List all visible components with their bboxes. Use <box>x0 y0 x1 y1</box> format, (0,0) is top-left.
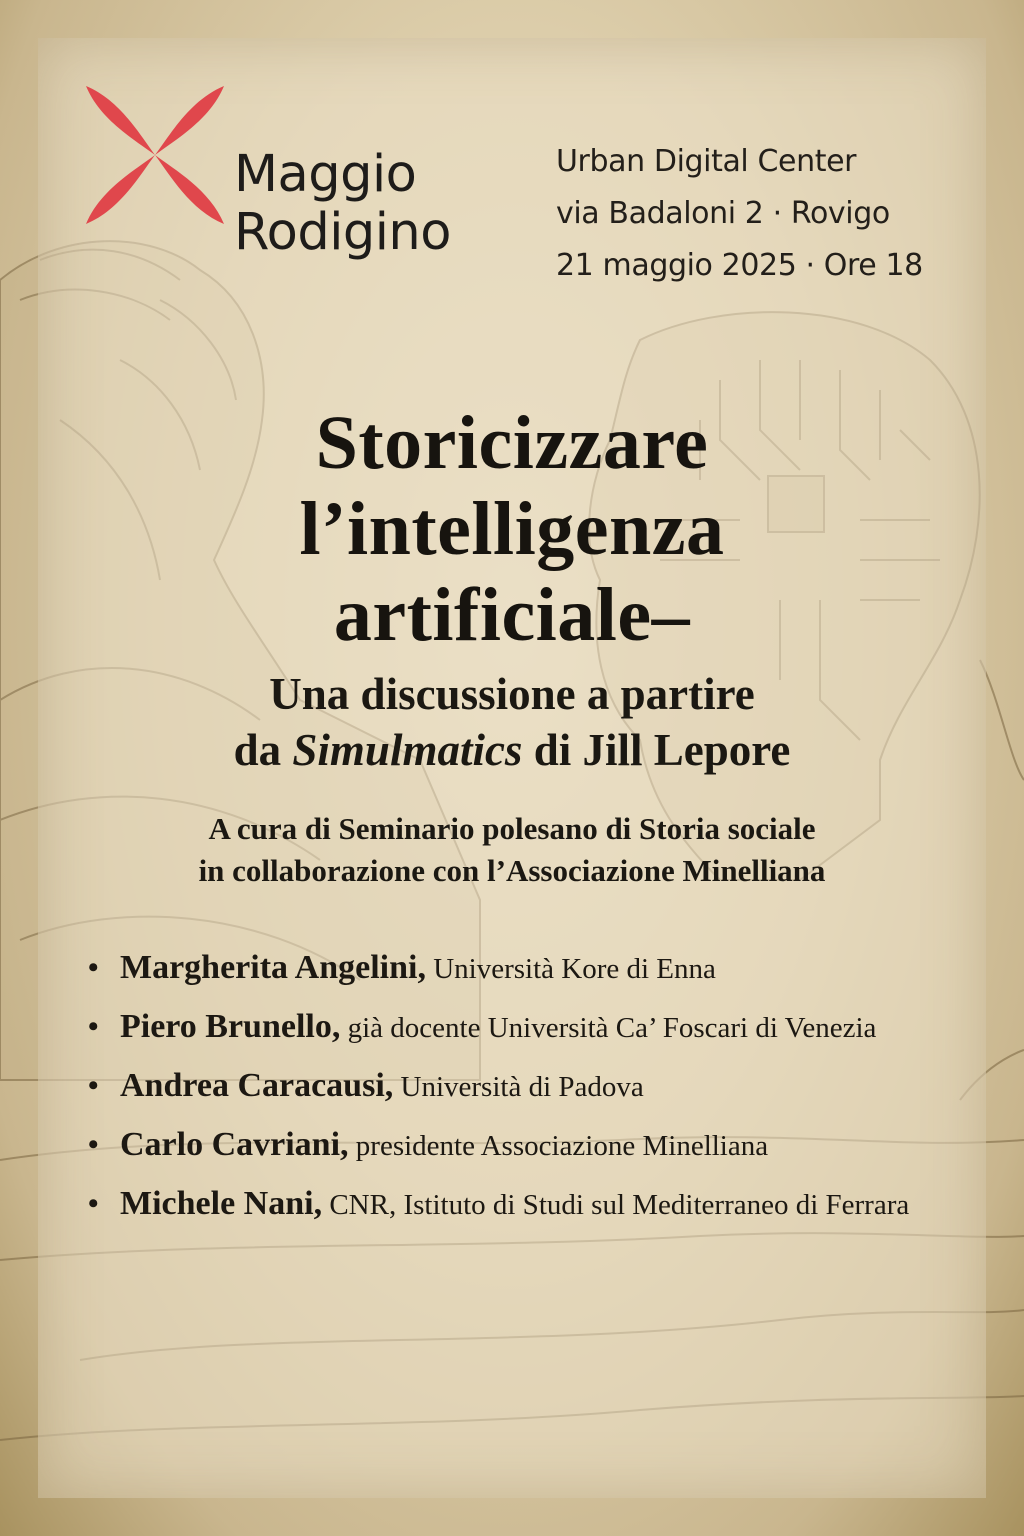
venue-name: Urban Digital Center <box>556 144 857 179</box>
speaker-list <box>88 948 968 1243</box>
event-datetime: 21 maggio 2025 · Ore 18 <box>556 248 923 283</box>
speaker-role: Università Kore di Enna <box>425 953 716 985</box>
event-title <box>60 400 964 658</box>
speaker-name: Michele Nani, <box>120 1185 323 1222</box>
speaker-item <box>88 948 968 989</box>
subtitle-line-2 <box>60 722 964 778</box>
bullet-icon: • <box>88 1128 99 1161</box>
event-subtitle <box>60 666 964 778</box>
bullet-icon: • <box>88 1010 99 1043</box>
event-details <box>556 136 923 292</box>
four-petal-flower-icon <box>80 80 230 230</box>
speaker-role: presidente Associazione Minelliana <box>348 1130 769 1162</box>
speaker-name: Piero Brunello, <box>120 1008 341 1045</box>
title-line-1: Storicizzare <box>315 401 709 485</box>
bullet-icon: • <box>88 1187 99 1220</box>
subtitle-suffix: di Jill Lepore <box>522 725 791 775</box>
subtitle-line-1: Una discussione a partire <box>269 669 755 719</box>
bullet-icon: • <box>88 1069 99 1102</box>
speaker-name: Margherita Angelini, <box>120 949 426 986</box>
brand-line-2: Rodigino <box>234 203 451 262</box>
subtitle-prefix: da <box>233 725 293 775</box>
curated-line-1: A cura di Seminario polesano di Storia sociale <box>208 811 816 846</box>
speaker-role: già docente Università Ca’ Foscari di Venezia <box>340 1012 877 1044</box>
title-block <box>60 400 964 778</box>
curated-by <box>60 808 964 892</box>
book-title: Simulmatics <box>292 725 523 775</box>
speaker-role: CNR, Istituto di Studi sul Mediterraneo di Ferrara <box>322 1189 910 1221</box>
speaker-name: Andrea Caracausi, <box>120 1067 394 1104</box>
title-line-2: l’intelligenza <box>299 487 725 571</box>
venue-address: via Badaloni 2 · Rovigo <box>556 196 890 231</box>
curated-line-2: in collaborazione con l’Associazione Minelliana <box>198 853 826 888</box>
speaker-role: Università di Padova <box>393 1071 644 1103</box>
speaker-name: Carlo Cavriani, <box>120 1126 349 1163</box>
title-line-3: artificiale– <box>333 573 691 657</box>
speaker-item <box>88 1125 968 1166</box>
speaker-item <box>88 1007 968 1048</box>
brand-line-1: Maggio <box>234 145 417 204</box>
speaker-item <box>88 1184 968 1225</box>
speaker-item <box>88 1066 968 1107</box>
bullet-icon: • <box>88 951 99 984</box>
brand-wordmark <box>234 146 451 262</box>
